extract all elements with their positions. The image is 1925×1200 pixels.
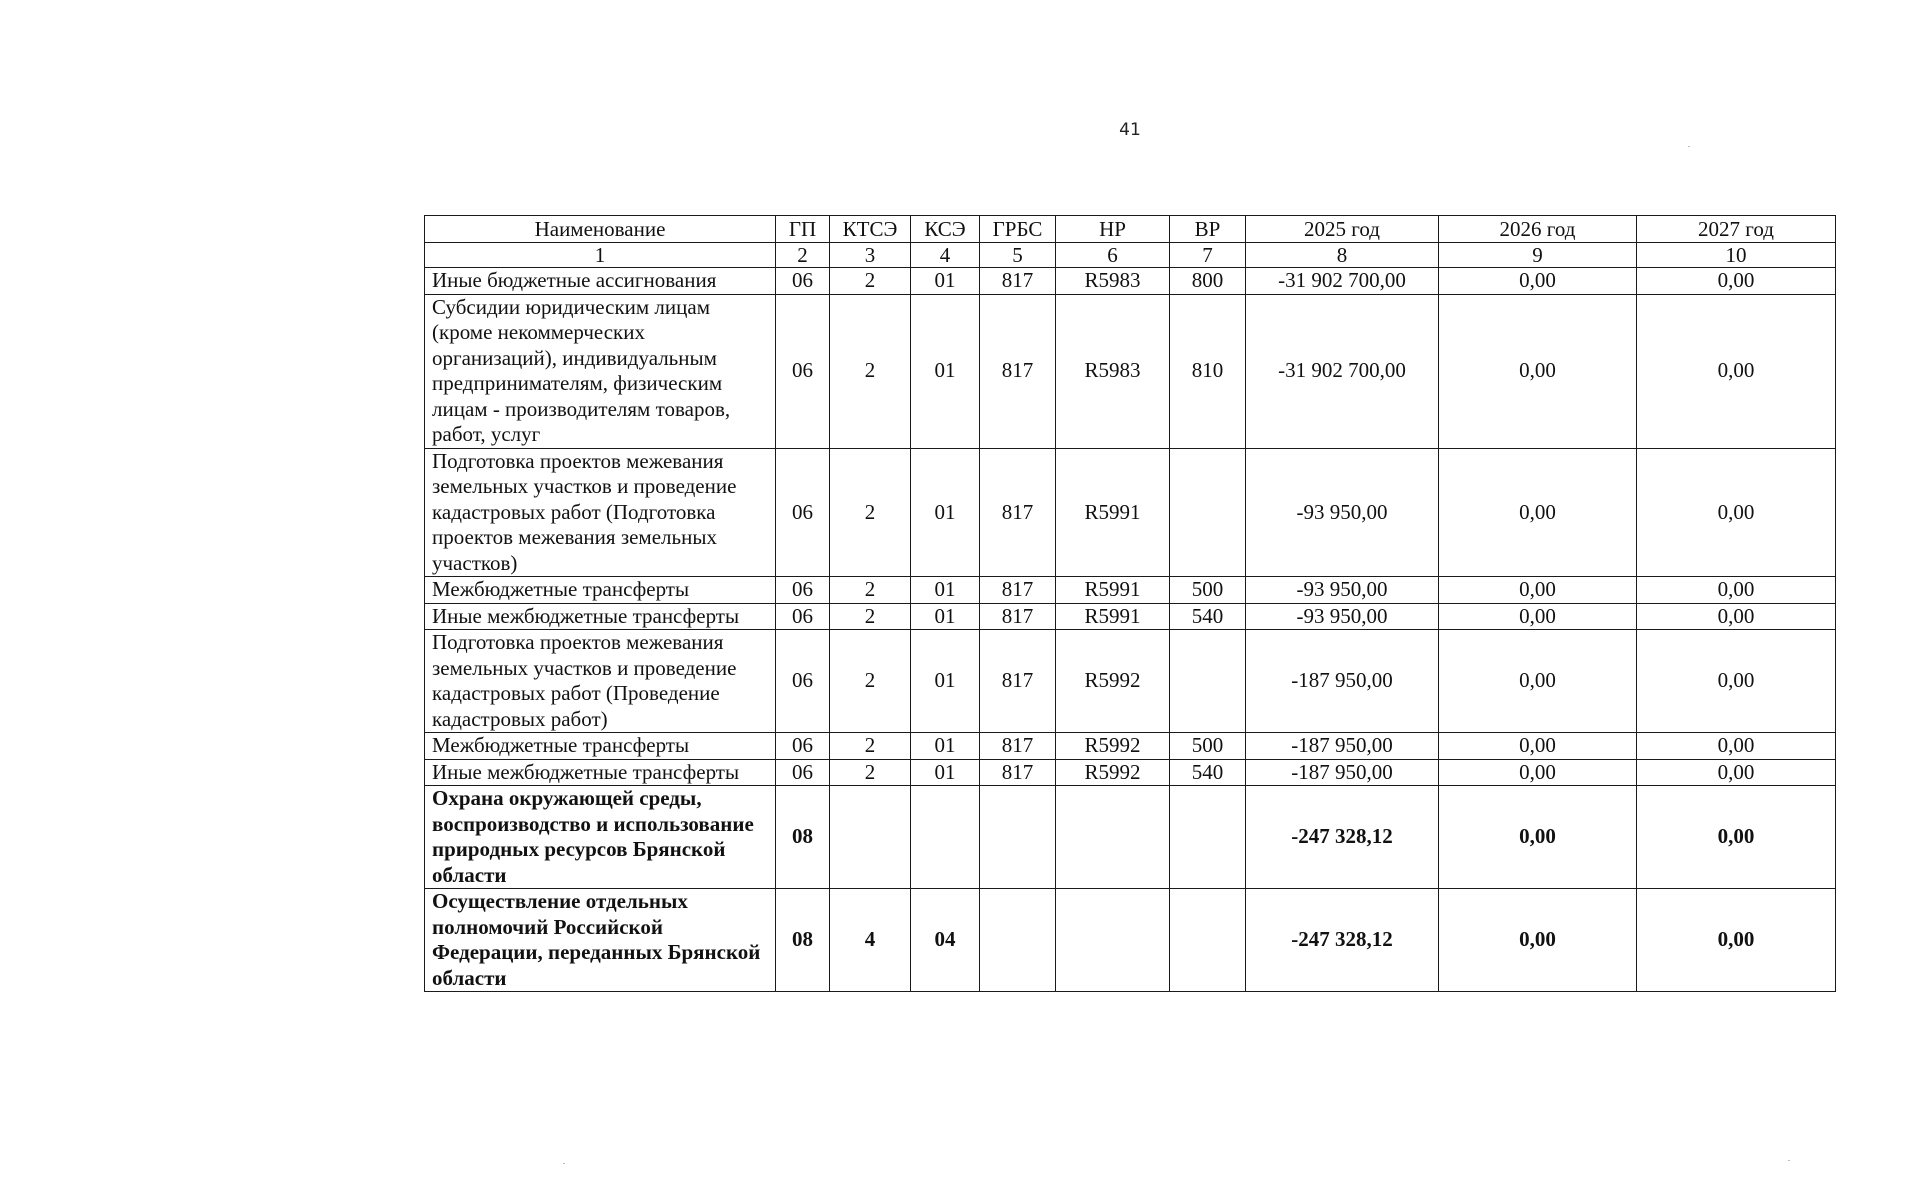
header-kse: КСЭ <box>911 216 980 243</box>
header-2027: 2027 год <box>1637 216 1836 243</box>
row-nr <box>1056 889 1170 992</box>
row-grbs: 817 <box>980 268 1056 295</box>
scan-speck <box>1788 1160 1790 1161</box>
row-amount-2027: 0,00 <box>1637 577 1836 604</box>
table-row <box>425 603 1836 630</box>
row-amount-2027: 0,00 <box>1637 630 1836 733</box>
row-amount-2025: -31 902 700,00 <box>1246 268 1439 295</box>
row-amount-2027: 0,00 <box>1637 786 1836 889</box>
row-gp: 06 <box>776 759 830 786</box>
table-row <box>425 630 1836 733</box>
header-nr: НР <box>1056 216 1170 243</box>
row-vr: 500 <box>1170 733 1246 760</box>
row-vr: 800 <box>1170 268 1246 295</box>
row-amount-2027: 0,00 <box>1637 448 1836 577</box>
row-amount-2026: 0,00 <box>1439 268 1637 295</box>
row-amount-2027: 0,00 <box>1637 603 1836 630</box>
row-name: Иные межбюджетные трансферты <box>425 603 776 630</box>
row-name: Осуществление отдельных полномочий Российской Федерации, переданных Брянской области <box>425 889 776 992</box>
table-row <box>425 577 1836 604</box>
page-number: 41 <box>1119 120 1141 140</box>
row-vr <box>1170 448 1246 577</box>
row-grbs <box>980 889 1056 992</box>
row-amount-2026: 0,00 <box>1439 786 1637 889</box>
row-vr: 540 <box>1170 759 1246 786</box>
column-index: 2 <box>776 243 830 268</box>
table-row <box>425 889 1836 992</box>
row-amount-2027: 0,00 <box>1637 889 1836 992</box>
row-ktse: 2 <box>830 630 911 733</box>
row-ktse: 2 <box>830 448 911 577</box>
header-vr: ВР <box>1170 216 1246 243</box>
table-row <box>425 268 1836 295</box>
row-amount-2025: -187 950,00 <box>1246 733 1439 760</box>
row-amount-2026: 0,00 <box>1439 603 1637 630</box>
row-amount-2026: 0,00 <box>1439 577 1637 604</box>
row-nr: R5992 <box>1056 630 1170 733</box>
row-amount-2027: 0,00 <box>1637 759 1836 786</box>
header-grbs: ГРБС <box>980 216 1056 243</box>
table-row <box>425 294 1836 448</box>
row-kse: 01 <box>911 759 980 786</box>
row-amount-2026: 0,00 <box>1439 294 1637 448</box>
row-kse <box>911 786 980 889</box>
row-name: Субсидии юридическим лицам (кроме некоммерческих организаций), индивидуальным предпринимателям, физическим лицам - производителям товаров, работ, услуг <box>425 294 776 448</box>
row-nr <box>1056 786 1170 889</box>
row-vr: 810 <box>1170 294 1246 448</box>
row-gp: 06 <box>776 268 830 295</box>
budget-table <box>424 215 1836 992</box>
row-vr <box>1170 630 1246 733</box>
row-ktse: 2 <box>830 294 911 448</box>
column-index-row <box>425 243 1836 268</box>
row-grbs: 817 <box>980 577 1056 604</box>
row-grbs: 817 <box>980 448 1056 577</box>
row-nr: R5992 <box>1056 759 1170 786</box>
row-name: Иные межбюджетные трансферты <box>425 759 776 786</box>
row-gp: 06 <box>776 603 830 630</box>
table-row <box>425 733 1836 760</box>
row-gp: 06 <box>776 630 830 733</box>
row-kse: 01 <box>911 577 980 604</box>
row-nr: R5991 <box>1056 448 1170 577</box>
row-name: Иные бюджетные ассигнования <box>425 268 776 295</box>
row-amount-2027: 0,00 <box>1637 733 1836 760</box>
row-amount-2025: -93 950,00 <box>1246 603 1439 630</box>
row-amount-2027: 0,00 <box>1637 268 1836 295</box>
table-row <box>425 786 1836 889</box>
scan-speck <box>1688 146 1690 147</box>
header-2025: 2025 год <box>1246 216 1439 243</box>
row-vr: 540 <box>1170 603 1246 630</box>
column-index: 5 <box>980 243 1056 268</box>
row-vr <box>1170 786 1246 889</box>
row-grbs: 817 <box>980 603 1056 630</box>
table-row <box>425 448 1836 577</box>
row-grbs <box>980 786 1056 889</box>
row-ktse: 2 <box>830 603 911 630</box>
row-kse: 01 <box>911 733 980 760</box>
row-amount-2025: -93 950,00 <box>1246 448 1439 577</box>
row-amount-2026: 0,00 <box>1439 630 1637 733</box>
header-ktse: КТСЭ <box>830 216 911 243</box>
row-amount-2025: -187 950,00 <box>1246 759 1439 786</box>
row-kse: 04 <box>911 889 980 992</box>
row-nr: R5991 <box>1056 603 1170 630</box>
column-index: 4 <box>911 243 980 268</box>
column-index: 1 <box>425 243 776 268</box>
row-name: Охрана окружающей среды, воспроизводство и использование природных ресурсов Брянской области <box>425 786 776 889</box>
row-name: Подготовка проектов межевания земельных участков и проведение кадастровых работ (Подготовка проектов межевания земельных участков) <box>425 448 776 577</box>
row-kse: 01 <box>911 603 980 630</box>
row-grbs: 817 <box>980 630 1056 733</box>
row-ktse: 2 <box>830 577 911 604</box>
header-name: Наименование <box>425 216 776 243</box>
row-name: Межбюджетные трансферты <box>425 733 776 760</box>
row-amount-2027: 0,00 <box>1637 294 1836 448</box>
row-amount-2026: 0,00 <box>1439 889 1637 992</box>
row-kse: 01 <box>911 448 980 577</box>
row-ktse: 2 <box>830 268 911 295</box>
row-amount-2026: 0,00 <box>1439 733 1637 760</box>
row-gp: 06 <box>776 294 830 448</box>
row-amount-2025: -247 328,12 <box>1246 786 1439 889</box>
column-index: 8 <box>1246 243 1439 268</box>
row-amount-2026: 0,00 <box>1439 448 1637 577</box>
row-name: Межбюджетные трансферты <box>425 577 776 604</box>
column-index: 10 <box>1637 243 1836 268</box>
row-gp: 06 <box>776 448 830 577</box>
header-2026: 2026 год <box>1439 216 1637 243</box>
row-gp: 06 <box>776 577 830 604</box>
header-row <box>425 216 1836 243</box>
row-name: Подготовка проектов межевания земельных участков и проведение кадастровых работ (Проведение кадастровых работ) <box>425 630 776 733</box>
row-ktse: 4 <box>830 889 911 992</box>
row-kse: 01 <box>911 268 980 295</box>
row-nr: R5991 <box>1056 577 1170 604</box>
row-gp: 06 <box>776 733 830 760</box>
row-grbs: 817 <box>980 733 1056 760</box>
header-gp: ГП <box>776 216 830 243</box>
row-amount-2025: -247 328,12 <box>1246 889 1439 992</box>
column-index: 6 <box>1056 243 1170 268</box>
row-vr: 500 <box>1170 577 1246 604</box>
row-ktse: 2 <box>830 733 911 760</box>
row-grbs: 817 <box>980 759 1056 786</box>
row-vr <box>1170 889 1246 992</box>
row-amount-2026: 0,00 <box>1439 759 1637 786</box>
row-kse: 01 <box>911 630 980 733</box>
scan-speck <box>563 1163 565 1164</box>
row-amount-2025: -31 902 700,00 <box>1246 294 1439 448</box>
row-ktse <box>830 786 911 889</box>
row-nr: R5992 <box>1056 733 1170 760</box>
column-index: 9 <box>1439 243 1637 268</box>
row-gp: 08 <box>776 889 830 992</box>
column-index: 3 <box>830 243 911 268</box>
row-kse: 01 <box>911 294 980 448</box>
column-index: 7 <box>1170 243 1246 268</box>
row-nr: R5983 <box>1056 294 1170 448</box>
row-gp: 08 <box>776 786 830 889</box>
table-row <box>425 759 1836 786</box>
row-nr: R5983 <box>1056 268 1170 295</box>
row-amount-2025: -93 950,00 <box>1246 577 1439 604</box>
row-ktse: 2 <box>830 759 911 786</box>
row-grbs: 817 <box>980 294 1056 448</box>
row-amount-2025: -187 950,00 <box>1246 630 1439 733</box>
